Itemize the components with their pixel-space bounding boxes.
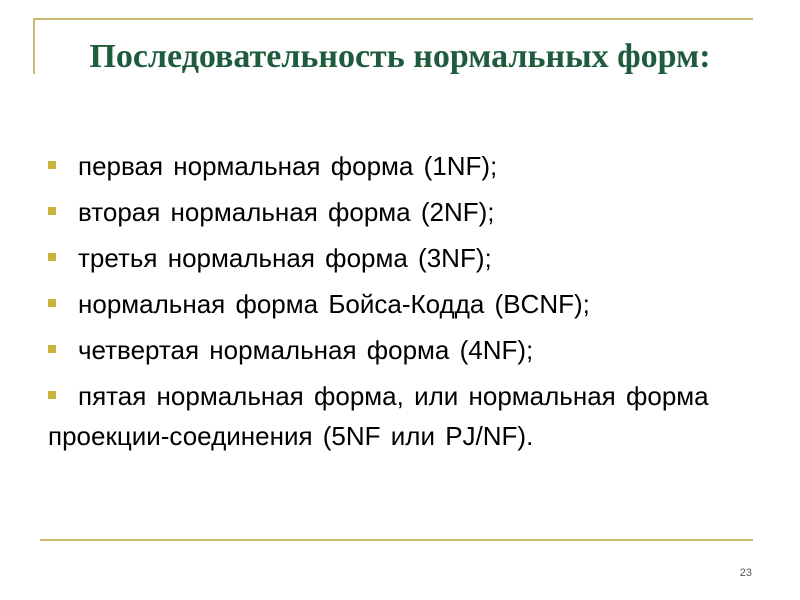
square-bullet-icon — [48, 345, 56, 353]
slide-title: Последовательность нормальных форм: — [89, 38, 711, 75]
list-item — [48, 238, 758, 278]
bottom-rule — [40, 539, 753, 541]
list-item-text: вторая нормальная форма (2NF); — [78, 197, 495, 227]
list-item — [48, 376, 758, 456]
list-item-text: третья нормальная форма (3NF); — [78, 243, 492, 273]
list-item-text: нормальная форма Бойса-Кодда (BCNF); — [78, 289, 590, 319]
list-item-text: пятая нормальная форма, или нормальная форма проекции-соединения (5NF или PJ/NF). — [48, 381, 709, 451]
list-item — [48, 330, 758, 370]
list-item — [48, 192, 758, 232]
list-item-text: первая нормальная форма (1NF); — [78, 151, 498, 181]
list-item — [48, 146, 758, 186]
bullet-list — [48, 146, 758, 462]
square-bullet-icon — [48, 161, 56, 169]
top-rule-horizontal — [33, 18, 753, 20]
top-rule-vertical — [33, 18, 35, 74]
list-item-text: четвертая нормальная форма (4NF); — [78, 335, 534, 365]
square-bullet-icon — [48, 391, 56, 399]
square-bullet-icon — [48, 253, 56, 261]
square-bullet-icon — [48, 299, 56, 307]
list-item — [48, 284, 758, 324]
square-bullet-icon — [48, 207, 56, 215]
page-number: 23 — [739, 567, 752, 579]
